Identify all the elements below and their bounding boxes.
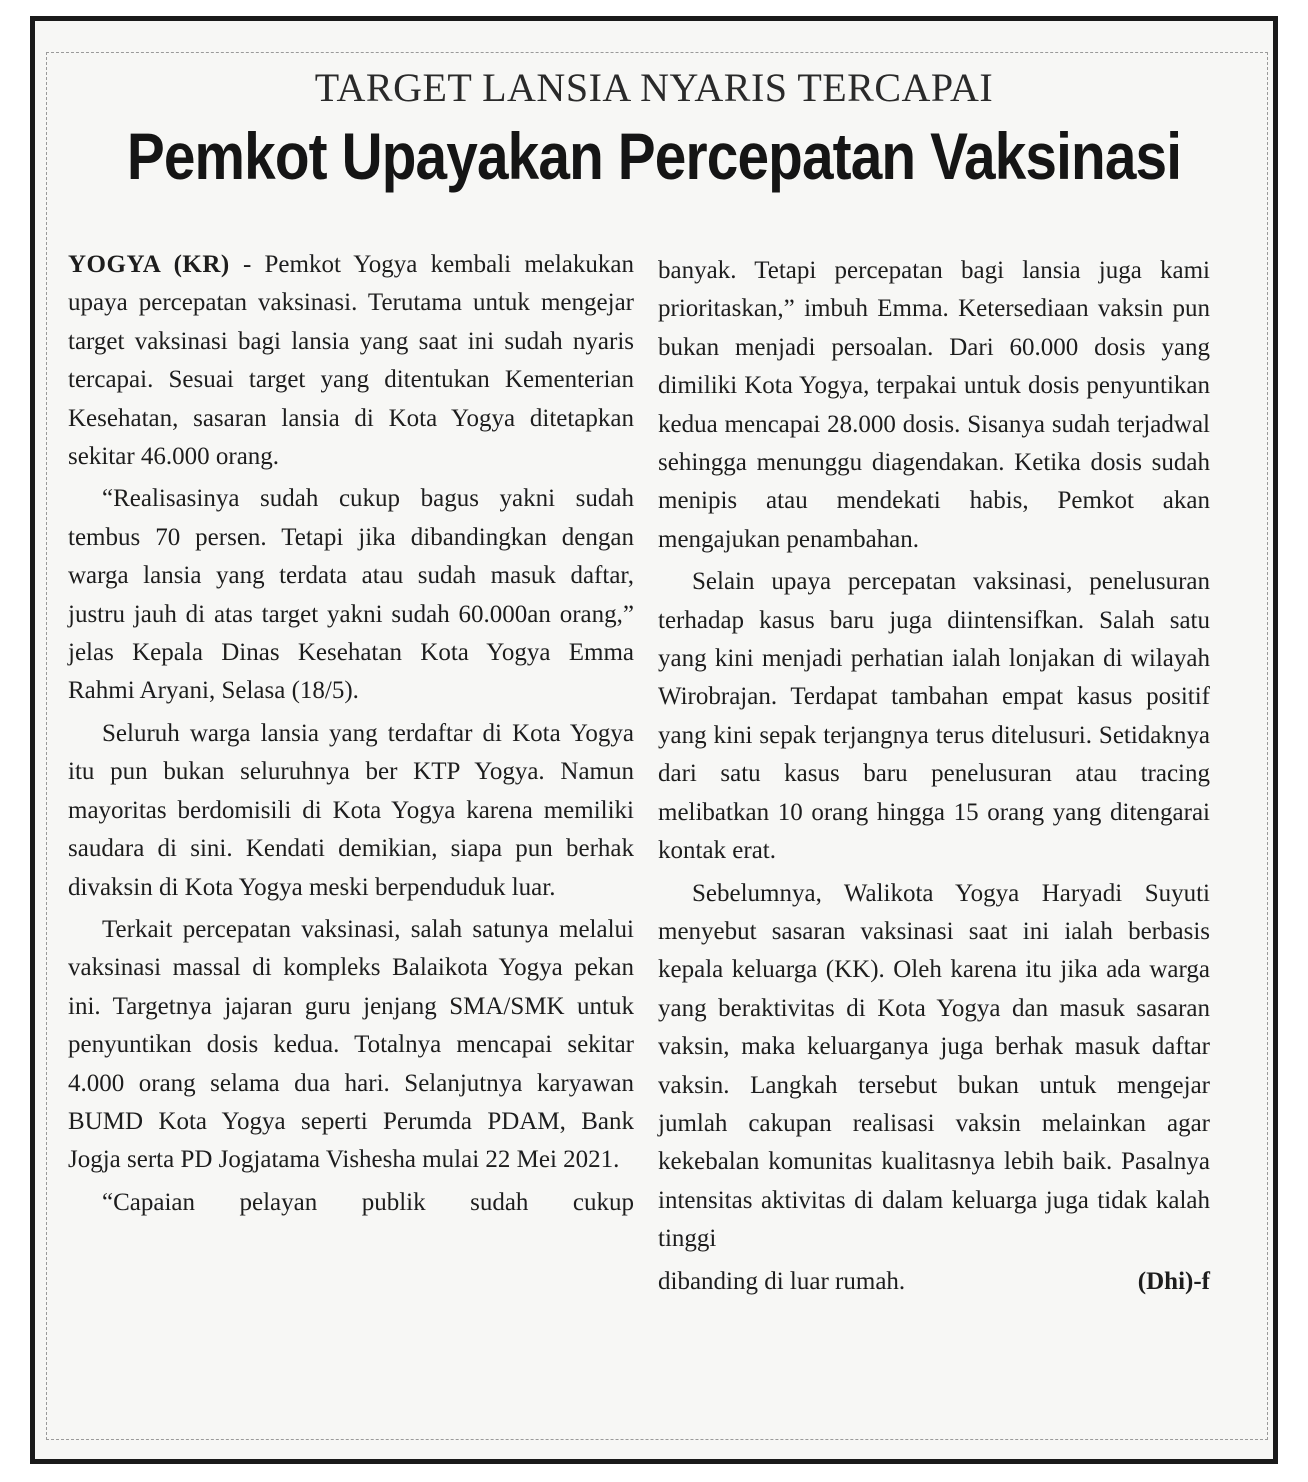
- paragraph-5: “Capaian pelayan publik sudah cukup: [102, 1188, 634, 1216]
- kicker: TARGET LANSIA NYARIS TERCAPAI: [314, 65, 994, 110]
- closing-line: [658, 1263, 1210, 1301]
- column-left: [68, 246, 634, 1226]
- column-right: [658, 252, 1210, 1305]
- paragraph-8-end: dibanding di luar rumah.: [658, 1267, 906, 1295]
- paragraph-1: [68, 246, 634, 476]
- paragraph-3: Seluruh warga lansia yang terdaftar di Kota Yogya itu pun bukan seluruhnya ber KTP Yogya. Namun mayoritas berdomisili di Kota Yogya karena memiliki saudara di sini. Kendati demikian, siapa pun berhak divaksin di Kota Yogya meski berpenduduk luar.: [68, 719, 634, 901]
- paragraph-2: “Realisasinya sudah cukup bagus yakni sudah tembus 70 persen. Tetapi jika dibandingkan dengan warga lansia yang terdata atau sudah masuk daftar, justru jauh di atas target yakni sudah 60.000an orang,” jelas Kepala Dinas Kesehatan Kota Yogya Emma Rahmi Aryani, Selasa (18/5).: [68, 485, 634, 705]
- paragraph-6: banyak. Tetapi percepatan bagi lansia juga kami prioritaskan,” imbuh Emma. Ketersediaan vaksin pun bukan menjadi persoalan. Dari 60.000 dosis yang dimiliki Kota Yogya, terpakai untuk dosis penyuntikan kedua mencapai 28.000 dosis. Sisanya sudah terjadwal sehingga menunggu diagendakan. Ketika dosis sudah menipis atau mendekati habis, Pemkot akan mengajukan penambahan.: [658, 257, 1210, 553]
- dateline: YOGYA (KR): [68, 251, 230, 278]
- byline-credit: (Dhi)-f: [1137, 1267, 1210, 1295]
- paragraph-4: Terkait percepatan vaksinasi, salah satunya melalui vaksinasi massal di kompleks Balaikota Yogya pekan ini. Targetnya jajaran guru jenjang SMA/SMK untuk penyuntikan dosis kedua. Totalnya mencapai sekitar 4.000 orang selama dua hari. Selanjutnya karyawan BUMD Kota Yogya seperti Perumda PDAM, Bank Jogja serta PD Jogjatama Vishesha mulai 22 Mei 2021.: [68, 915, 634, 1174]
- paragraph-1-text: Pemkot Yogya kembali melakukan upaya percepatan vaksinasi. Terutama untuk mengejar target vaksinasi bagi lansia yang saat ini sudah nyaris tercapai. Sesuai target yang ditentukan Kementerian Kesehatan, sasaran lansia di Kota Yogya ditetapkan sekitar 46.000 orang.: [68, 251, 634, 471]
- paragraph-7: Selain upaya percepatan vaksinasi, penelusuran terhadap kasus baru juga diintensifkan. Salah satu yang kini menjadi perhatian ialah lonjakan di wilayah Wirobrajan. Terdapat tambahan empat kasus positif yang kini sepak terjangnya terus ditelusuri. Setidaknya dari satu kasus baru penelusuran atau tracing melibatkan 10 orang hingga 15 orang yang ditengarai kontak erat.: [658, 568, 1210, 865]
- paragraph-8: Sebelumnya, Walikota Yogya Haryadi Suyuti menyebut sasaran vaksinasi saat ini ialah berbasis kepala keluarga (KK). Oleh karena itu jika ada warga yang beraktivitas di Kota Yogya dan masuk sasaran vaksin, maka keluarganya juga berhak masuk daftar vaksin. Langkah tersebut bukan untuk mengejar jumlah cakupan realisasi vaksin melainkan agar kekebalan komunitas kualitasnya lebih baik. Pasalnya intensitas aktivitas di dalam keluarga juga tidak kalah tinggi: [658, 879, 1210, 1253]
- dateline-separator: -: [229, 251, 265, 278]
- headline: Pemkot Upayakan Percepatan Vaksinasi: [126, 119, 1182, 193]
